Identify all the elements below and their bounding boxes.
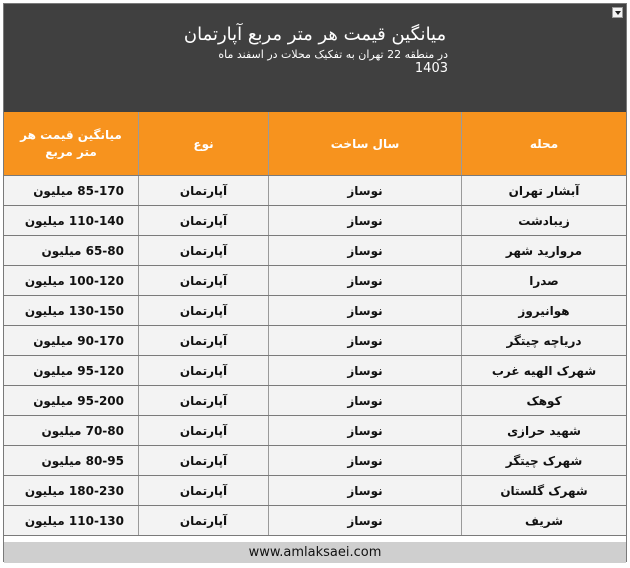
cell-area: آبشار تهران: [461, 176, 626, 205]
page-title: میانگین قیمت هر متر مربع آپارتمان: [183, 24, 447, 45]
cell-year: نوساز: [268, 326, 461, 355]
cell-area: شهید حرازی: [461, 416, 626, 445]
cell-type: آپارتمان: [138, 266, 268, 295]
cell-area: شهرک چیتگر: [461, 446, 626, 475]
cell-area: شهرک گلستان: [461, 476, 626, 505]
table-row: [4, 176, 626, 206]
cell-price: 180-230 میلیون: [24, 483, 124, 498]
cell-year: نوساز: [268, 206, 461, 235]
cell-price: 65-80 میلیون: [41, 243, 124, 258]
cell-year: نوساز: [268, 296, 461, 325]
column-header-year: سال ساخت: [268, 112, 461, 175]
table-row: [4, 206, 626, 236]
cell-year: نوساز: [268, 236, 461, 265]
cell-type: آپارتمان: [138, 176, 268, 205]
cell-year: نوساز: [268, 176, 461, 205]
page-subtitle: [218, 48, 448, 76]
cell-area: مروارید شهر: [461, 236, 626, 265]
table-row: [4, 236, 626, 266]
cell-area: شریف: [461, 506, 626, 535]
cell-area: زیبادشت: [461, 206, 626, 235]
price-table-frame: [3, 3, 627, 562]
cell-area: صدرا: [461, 266, 626, 295]
cell-type: آپارتمان: [138, 206, 268, 235]
cell-price: 80-95 میلیون: [41, 453, 124, 468]
cell-year: نوساز: [268, 386, 461, 415]
cell-price: 70-80 میلیون: [41, 423, 124, 438]
cell-type: آپارتمان: [138, 506, 268, 535]
cell-type: آپارتمان: [138, 446, 268, 475]
price-table: [4, 112, 626, 536]
cell-type: آپارتمان: [138, 416, 268, 445]
column-header-area: محله: [461, 112, 626, 175]
cell-type: آپارتمان: [138, 236, 268, 265]
table-row: [4, 266, 626, 296]
cell-area: هوانیروز: [461, 296, 626, 325]
cell-price: 100-120 میلیون: [24, 273, 124, 288]
cell-price: 110-140 میلیون: [24, 213, 124, 228]
subtitle-line: در منطقه 22 تهران به تفکیک محلات در اسفند ماه: [218, 48, 448, 61]
column-header-type: نوع: [138, 112, 268, 175]
dropdown-arrow-icon[interactable]: [612, 7, 623, 18]
cell-year: نوساز: [268, 416, 461, 445]
cell-area: دریاچه چیتگر: [461, 326, 626, 355]
cell-year: نوساز: [268, 266, 461, 295]
table-row: [4, 476, 626, 506]
column-header-price: میانگین قیمت هر متر مربع: [20, 127, 122, 159]
table-row: [4, 446, 626, 476]
cell-type: آپارتمان: [138, 296, 268, 325]
cell-price: 110-130 میلیون: [24, 513, 124, 528]
cell-price: 95-120 میلیون: [33, 363, 124, 378]
cell-price: 85-170 میلیون: [33, 183, 124, 198]
footer-website[interactable]: www.amlaksaei.com: [4, 542, 626, 563]
cell-type: آپارتمان: [138, 356, 268, 385]
subtitle-year: 1403: [414, 61, 448, 76]
cell-type: آپارتمان: [138, 476, 268, 505]
table-row: [4, 326, 626, 356]
cell-year: نوساز: [268, 446, 461, 475]
cell-price: 90-170 میلیون: [33, 333, 124, 348]
cell-price: 130-150 میلیون: [24, 303, 124, 318]
cell-year: نوساز: [268, 506, 461, 535]
cell-year: نوساز: [268, 356, 461, 385]
cell-area: شهرک الهیه غرب: [461, 356, 626, 385]
cell-area: کوهک: [461, 386, 626, 415]
table-row: [4, 416, 626, 446]
table-row: [4, 386, 626, 416]
cell-year: نوساز: [268, 476, 461, 505]
table-body: [4, 176, 626, 536]
cell-price: 95-200 میلیون: [33, 393, 124, 408]
table-header-banner: [4, 4, 626, 112]
table-head-row: [4, 112, 626, 176]
cell-type: آپارتمان: [138, 386, 268, 415]
table-row: [4, 296, 626, 326]
table-row: [4, 506, 626, 536]
table-row: [4, 356, 626, 386]
cell-type: آپارتمان: [138, 326, 268, 355]
